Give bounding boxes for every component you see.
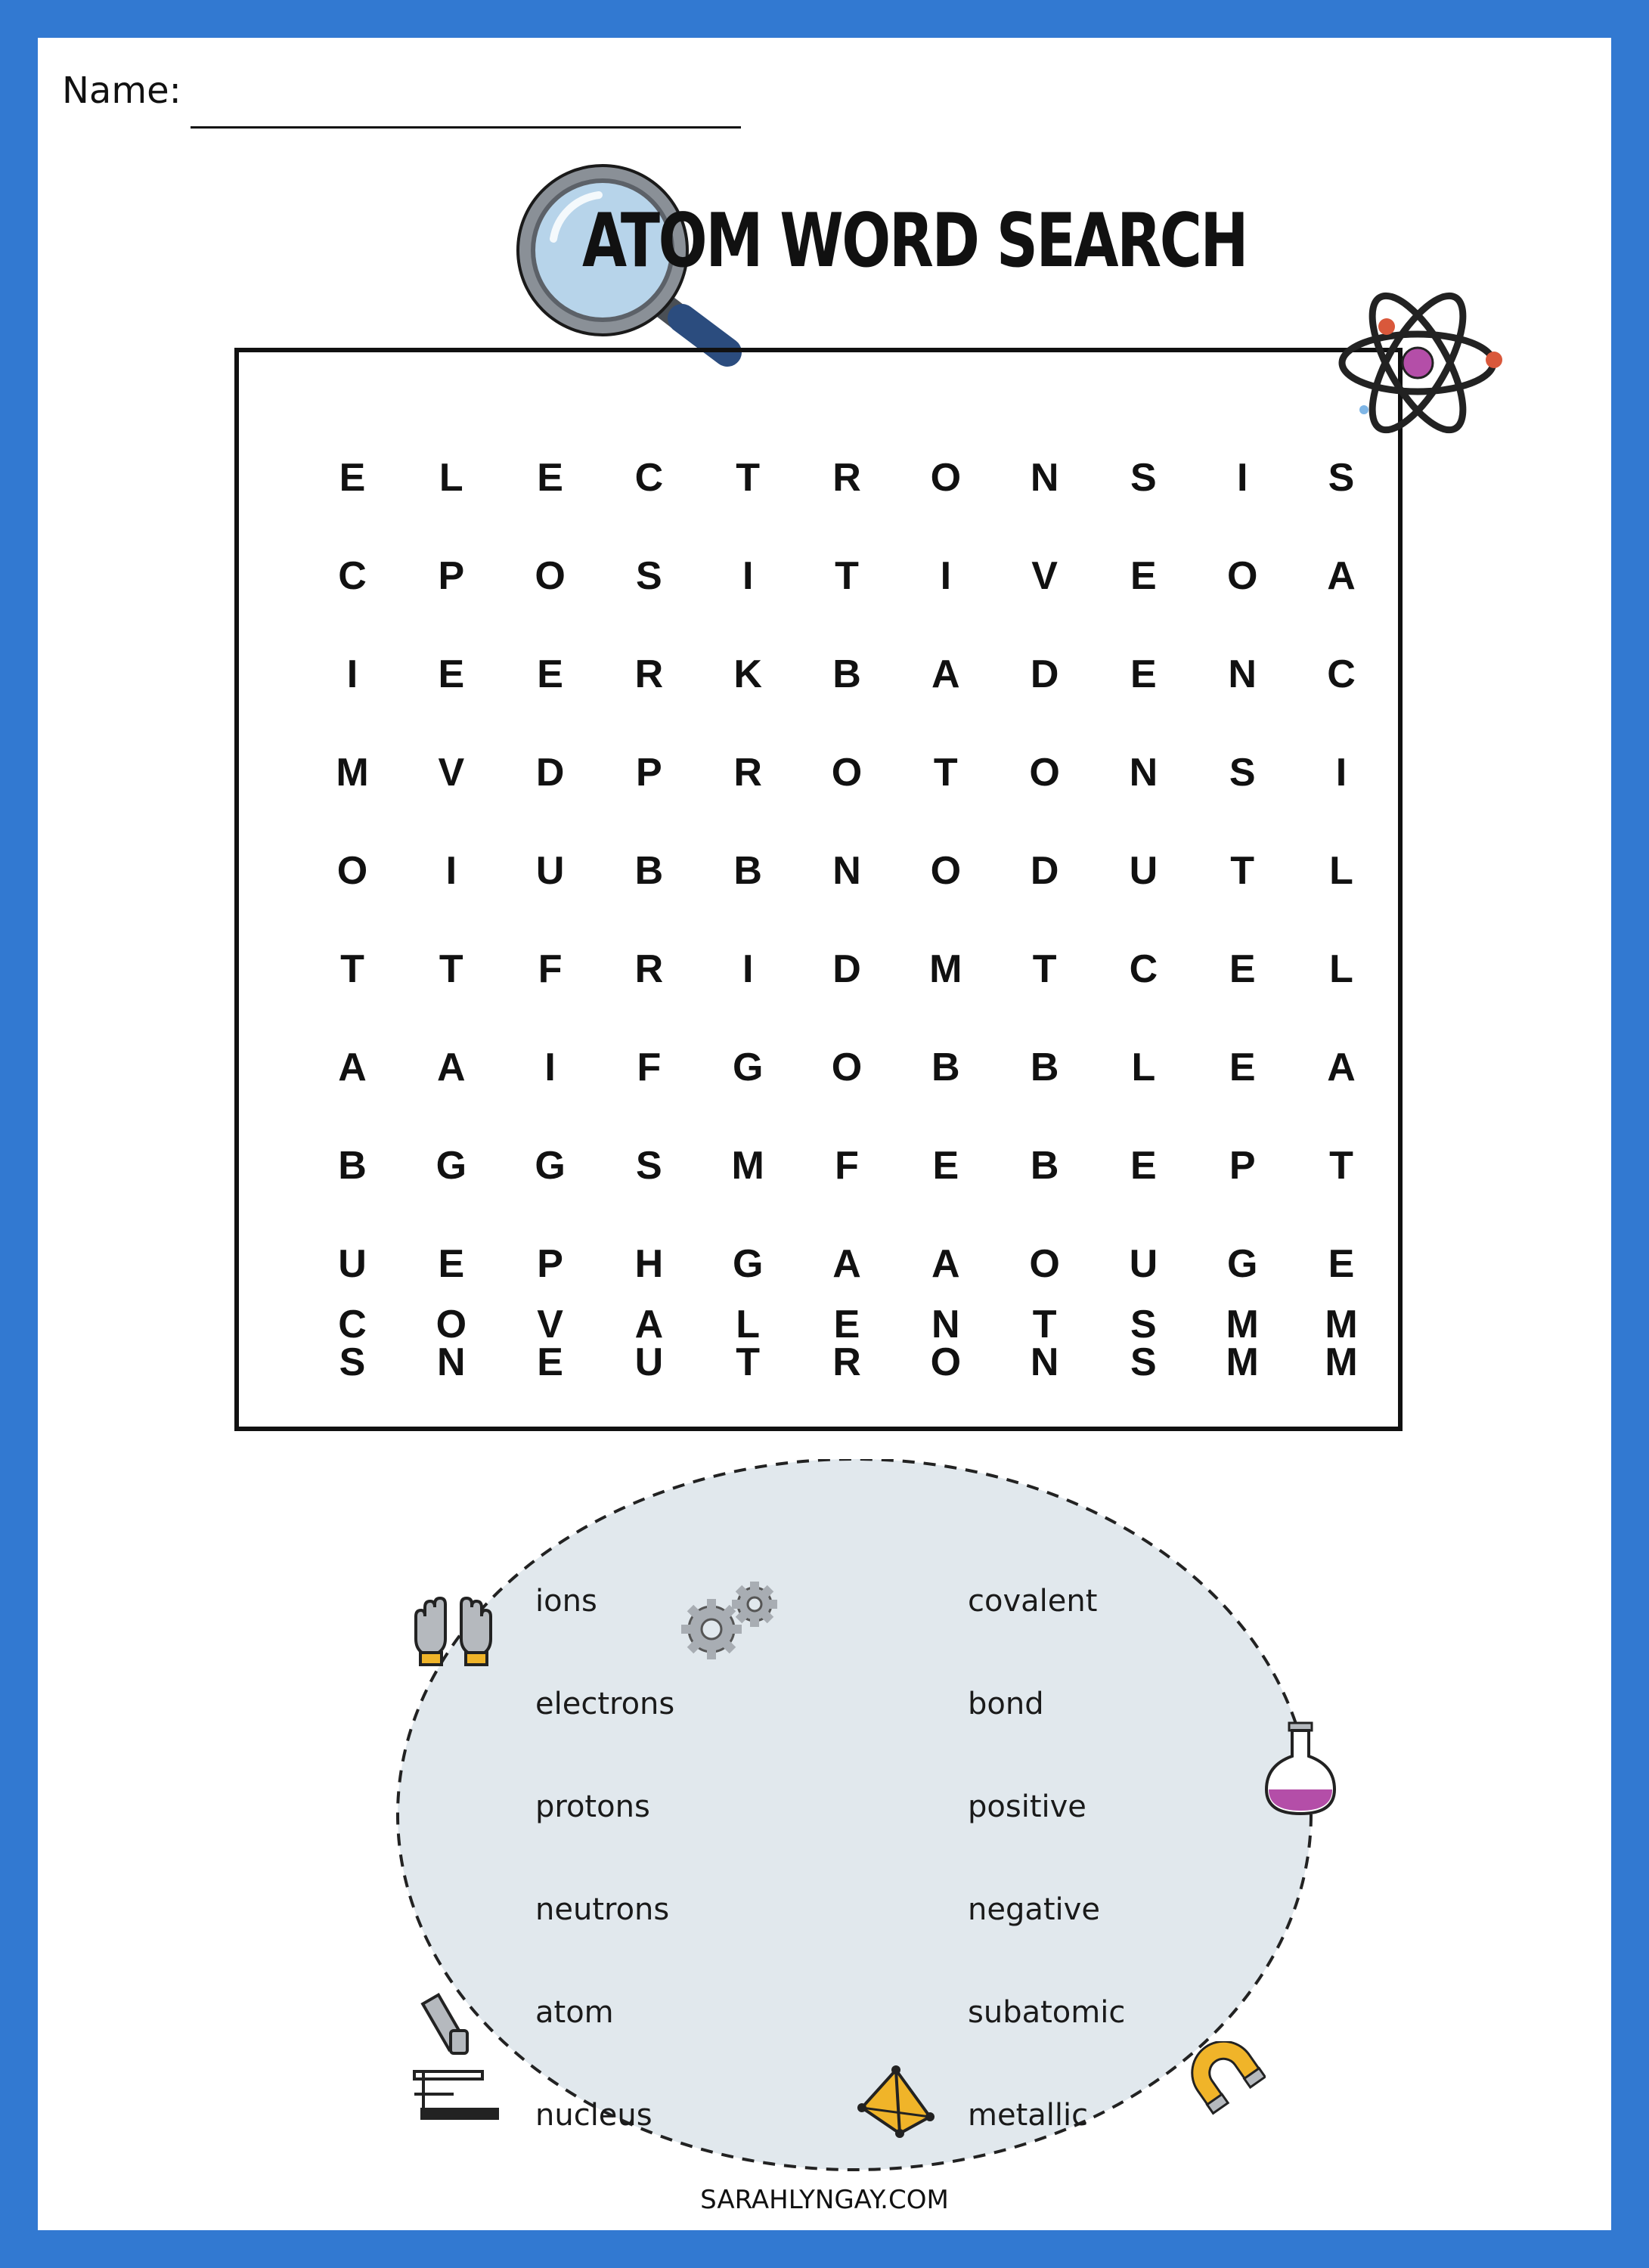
grid-letter[interactable]: A: [931, 652, 960, 696]
grid-letter[interactable]: N: [437, 1340, 466, 1384]
grid-letter[interactable]: U: [634, 1340, 664, 1384]
grid-letter[interactable]: T: [439, 947, 463, 991]
grid-letter[interactable]: D: [1030, 849, 1059, 893]
grid-letter[interactable]: E: [438, 652, 465, 696]
grid-letter[interactable]: D: [832, 947, 861, 991]
grid-letter[interactable]: C: [634, 456, 664, 500]
grid-letter[interactable]: S: [1229, 751, 1256, 795]
grid-letter[interactable]: T: [736, 1340, 761, 1384]
grid-letter[interactable]: H: [634, 1242, 664, 1286]
grid-letter[interactable]: T: [736, 456, 761, 500]
grid-letter[interactable]: R: [634, 652, 664, 696]
grid-letter[interactable]: M: [731, 1144, 764, 1188]
grid-letter[interactable]: V: [1031, 554, 1058, 598]
grid-letter[interactable]: L: [1131, 1046, 1156, 1089]
name-label: Name:: [62, 70, 181, 112]
grid-letter[interactable]: I: [1236, 456, 1248, 500]
grid-letter[interactable]: T: [1230, 849, 1255, 893]
grid-letter[interactable]: M: [1325, 1340, 1358, 1384]
grid-letter[interactable]: C: [1129, 947, 1158, 991]
grid-letter[interactable]: M: [1226, 1303, 1259, 1346]
grid-letter[interactable]: I: [742, 947, 754, 991]
grid-letter[interactable]: E: [1328, 1242, 1355, 1286]
word-bank-item: nucleus: [535, 2098, 652, 2133]
word-bank-item: positive: [968, 1789, 1086, 1824]
grid-letter[interactable]: R: [832, 1340, 861, 1384]
grid-letter[interactable]: N: [832, 849, 861, 893]
grid-letter[interactable]: M: [1325, 1303, 1358, 1346]
grid-letter[interactable]: E: [537, 1340, 563, 1384]
grid-letter[interactable]: L: [439, 456, 463, 500]
grid-letter[interactable]: O: [930, 1340, 962, 1384]
grid-letter[interactable]: T: [1329, 1144, 1353, 1188]
grid-letter[interactable]: S: [1328, 456, 1355, 500]
grid-letter[interactable]: I: [940, 554, 952, 598]
footer-site: SARAHLYNGAY.COM: [700, 2185, 949, 2215]
grid-letter[interactable]: M: [336, 751, 369, 795]
grid-letter[interactable]: A: [832, 1242, 861, 1286]
grid-letter[interactable]: G: [535, 1144, 566, 1188]
grid-letter[interactable]: N: [1228, 652, 1257, 696]
grid-letter[interactable]: I: [544, 1046, 556, 1089]
grid-letter[interactable]: B: [634, 849, 664, 893]
name-row: [62, 70, 741, 112]
grid-letter[interactable]: B: [832, 652, 861, 696]
grid-letter[interactable]: E: [1130, 1144, 1157, 1188]
grid-letter[interactable]: V: [537, 1303, 563, 1346]
grid-letter[interactable]: I: [346, 652, 358, 696]
grid-letter[interactable]: G: [1226, 1242, 1258, 1286]
atom-icon: [1323, 272, 1520, 454]
grid-letter[interactable]: U: [1129, 849, 1158, 893]
grid-letter[interactable]: A: [437, 1046, 466, 1089]
grid-letter[interactable]: A: [1327, 554, 1356, 598]
grid-letter[interactable]: D: [535, 751, 565, 795]
grid-letter[interactable]: L: [1329, 947, 1353, 991]
grid-letter[interactable]: I: [445, 849, 457, 893]
grid-letter[interactable]: B: [733, 849, 762, 893]
grid-letter[interactable]: B: [931, 1046, 960, 1089]
grid-letter[interactable]: S: [636, 1144, 662, 1188]
grid-letter[interactable]: E: [537, 652, 563, 696]
grid-letter[interactable]: O: [435, 1303, 467, 1346]
microscope-icon: [408, 1988, 499, 2124]
grid-letter[interactable]: C: [1327, 652, 1356, 696]
grid-letter[interactable]: C: [338, 1303, 367, 1346]
grid-letter[interactable]: N: [931, 1303, 960, 1346]
grid-letter[interactable]: T: [933, 751, 958, 795]
grid-letter[interactable]: P: [438, 554, 465, 598]
word-bank-item: metallic: [968, 2098, 1089, 2133]
grid-letter[interactable]: A: [1327, 1046, 1356, 1089]
grid-letter[interactable]: O: [831, 751, 863, 795]
grid-letter[interactable]: T: [1032, 947, 1057, 991]
grid-letter[interactable]: P: [1229, 1144, 1256, 1188]
word-search-grid: [234, 348, 1403, 1431]
grid-letter[interactable]: O: [930, 456, 962, 500]
grid-letter[interactable]: B: [1030, 1046, 1059, 1089]
grid-letter[interactable]: S: [1130, 456, 1157, 500]
gears-icon: [677, 1580, 783, 1663]
grid-letter[interactable]: E: [932, 1144, 959, 1188]
grid-letter[interactable]: S: [636, 554, 662, 598]
word-bank: [355, 1459, 1353, 2215]
grid-letter[interactable]: M: [929, 947, 962, 991]
grid-letter[interactable]: C: [338, 554, 367, 598]
grid-letter[interactable]: R: [832, 456, 861, 500]
word-bank-item: bond: [968, 1687, 1044, 1721]
grid-letter[interactable]: P: [537, 1242, 563, 1286]
grid-letter[interactable]: E: [339, 456, 366, 500]
word-bank-item: atom: [535, 1995, 614, 2030]
grid-letter[interactable]: O: [535, 554, 566, 598]
grid-letter[interactable]: E: [1229, 947, 1256, 991]
grid-letter[interactable]: O: [831, 1046, 863, 1089]
grid-letter[interactable]: O: [1226, 554, 1258, 598]
grid-letter[interactable]: K: [733, 652, 762, 696]
grid-letter[interactable]: L: [1329, 849, 1353, 893]
grid-letter[interactable]: E: [1229, 1046, 1256, 1089]
grid-letter[interactable]: N: [1129, 751, 1158, 795]
grid-letter[interactable]: F: [637, 1046, 662, 1089]
grid-letter[interactable]: G: [435, 1144, 467, 1188]
grid-letter[interactable]: N: [1030, 456, 1059, 500]
grid-letter[interactable]: L: [736, 1303, 761, 1346]
flask-icon: [1259, 1720, 1342, 1818]
word-bank-item: negative: [968, 1892, 1100, 1927]
grid-letter[interactable]: S: [1130, 1303, 1157, 1346]
grid-letter[interactable]: F: [538, 947, 563, 991]
grid-letter[interactable]: B: [338, 1144, 367, 1188]
grid-letter[interactable]: A: [338, 1046, 367, 1089]
grid-letter[interactable]: S: [339, 1340, 366, 1384]
name-line[interactable]: [191, 126, 741, 129]
grid-letter[interactable]: O: [930, 849, 962, 893]
word-bank-item: neutrons: [535, 1892, 670, 1927]
grid-letter[interactable]: S: [1130, 1340, 1157, 1384]
grid-letter[interactable]: E: [1130, 554, 1157, 598]
prism-icon: [854, 2064, 938, 2139]
grid-letter[interactable]: R: [634, 947, 664, 991]
magnet-icon: [1190, 2041, 1266, 2117]
grid-letter[interactable]: E: [833, 1303, 860, 1346]
grid-letter[interactable]: A: [931, 1242, 960, 1286]
grid-letter[interactable]: R: [733, 751, 762, 795]
grid-letter[interactable]: O: [336, 849, 368, 893]
page-title: ATOM WORD SEARCH: [582, 198, 1248, 284]
grid-letter[interactable]: G: [732, 1242, 764, 1286]
word-bank-item: protons: [535, 1789, 650, 1824]
grid-letter[interactable]: A: [634, 1303, 664, 1346]
letter-grid: [239, 352, 1398, 1427]
grid-letter[interactable]: N: [1030, 1340, 1059, 1384]
grid-letter[interactable]: V: [438, 751, 465, 795]
grid-letter[interactable]: B: [1030, 1144, 1059, 1188]
grid-letter[interactable]: D: [1030, 652, 1059, 696]
word-bank-item: covalent: [968, 1584, 1098, 1619]
gloves-icon: [408, 1594, 507, 1677]
grid-letter[interactable]: U: [535, 849, 565, 893]
word-bank-item: ions: [535, 1584, 597, 1619]
grid-letter[interactable]: G: [732, 1046, 764, 1089]
grid-letter[interactable]: I: [742, 554, 754, 598]
grid-letter[interactable]: I: [1335, 751, 1347, 795]
grid-letter[interactable]: T: [1032, 1303, 1057, 1346]
grid-letter[interactable]: O: [1029, 751, 1060, 795]
grid-letter[interactable]: O: [1029, 1242, 1060, 1286]
grid-letter[interactable]: U: [338, 1242, 367, 1286]
grid-letter[interactable]: U: [1129, 1242, 1158, 1286]
grid-letter[interactable]: E: [438, 1242, 465, 1286]
grid-letter[interactable]: F: [835, 1144, 859, 1188]
grid-letter[interactable]: E: [1130, 652, 1157, 696]
word-bank-item: electrons: [535, 1687, 675, 1721]
worksheet-page: [38, 38, 1611, 2230]
word-bank-item: subatomic: [968, 1995, 1126, 2030]
grid-letter[interactable]: T: [835, 554, 859, 598]
grid-letter[interactable]: T: [340, 947, 364, 991]
grid-letter[interactable]: M: [1226, 1340, 1259, 1384]
grid-letter[interactable]: P: [636, 751, 662, 795]
grid-letter[interactable]: E: [537, 456, 563, 500]
